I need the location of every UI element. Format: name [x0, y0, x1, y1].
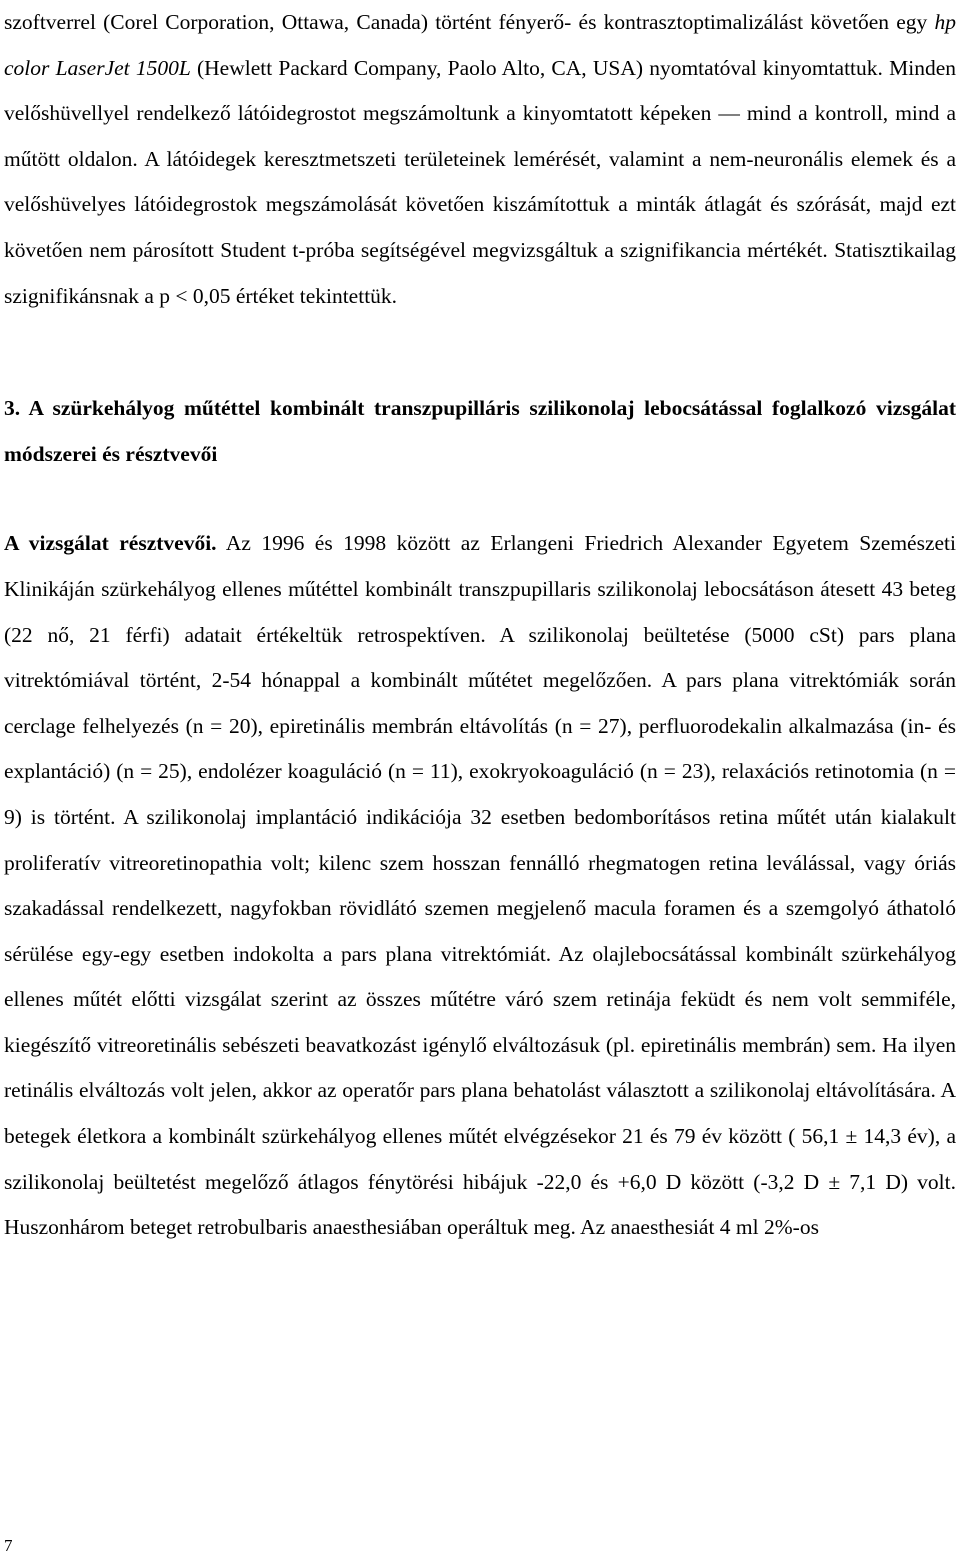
methods-paragraph-imaging: [4, 0, 956, 319]
section-heading-wrapper: [4, 386, 956, 477]
document-page: [4, 0, 956, 1251]
page-number: 7: [4, 1536, 13, 1555]
participants-paragraph-wrapper: [4, 521, 956, 1251]
paragraph-text-part-b: (Hewlett Packard Company, Paolo Alto, CA, USA) nyomtatóval kinyomtattuk. Minden velőshüvellyel rendelkező látóidegrostot megszámoltunk a kinyomtatott képeken — mind a kontroll, mind a műtött oldalon. A látóidegek keresztmetszeti területeinek lemérését, valamint a nem-neuronális elemek és a velőshüvelyes látóidegrostok megszámolását követően kiszámítottuk a minták átlagát és szórását, majd ezt követően nem párosított Student t-próba segítségével megvizsgáltuk a szignifikancia mértékét. Statisztikailag szignifikánsnak a p < 0,05 értéket tekintettük.: [4, 55, 956, 308]
participants-paragraph-text: Az 1996 és 1998 között az Erlangeni Friedrich Alexander Egyetem Szemészeti Klinikáján szürkehályog ellenes műtéttel kombinált transzpupillaris szilikonolaj lebocsátáson átesett 43 beteg (22 nő, 21 férfi) adatait értékeltük retrospektíven. A szilikonolaj beültetése (5000 cSt) pars plana vitrektómiával történt, 2-54 hónappal a kombinált műtétet megelőzően. A pars plana vitrektómiák során cerclage felhelyezés (n = 20), epiretinális membrán eltávolítás (n = 27), perfluorodekalin alkalmazása (in- és explantáció) (n = 25), endolézer koaguláció (n = 11), exokryokoaguláció (n = 23), relaxációs retinotomia (n = 9) is történt. A szilikonolaj implantáció indikációja 32 esetben bedomborításos retina műtét után kialakult proliferatív vitreoretinopathia volt; kilenc szem hosszan fennálló rhegmatogen retina leválással, vagy óriás szakadással rendelkezett, nagyfokban rövidlátó szemen megjelenő macula foramen és a szemgolyó áthatoló sérülése egy-egy esetben indokolta a pars plana vitrektómiát. Az olajlebocsátással kombinált szürkehályog ellenes műtét előtti vizsgálat szerint az összes műtétre váró szem retinája feküdt és nem volt semmiféle, kiegészítő vitreoretinális sebészeti beavatkozást igénylő elváltozásuk (pl. epiretinális membrán) sem. Ha ilyen retinális elváltozás volt jelen, akkor az operatőr pars plana behatolást választott a szilikonolaj eltávolítására. A betegek életkora a kombinált szürkehályog ellenes műtét elvégzésekor 21 és 79 év között ( 56,1 ± 14,3 év), a szilikonolaj beültetést megelőző átlagos fénytörési hibájuk -22,0 és +6,0 D között (-3,2 D ± 7,1 D) volt. Huszonhárom beteget retrobulbaris anaesthesiában operáltuk meg. Az anaesthesiát 4 ml 2%-os: [4, 531, 956, 1240]
participants-runin-heading: A vizsgálat résztvevői.: [4, 531, 217, 556]
printer-model-italic: hp color LaserJet 1500L: [4, 10, 956, 80]
paragraph-text-part-a: szoftverrel (Corel Corporation, Ottawa, Canada) történt fényerő- és kontrasztoptimalizálást követően egy: [4, 10, 935, 34]
section-heading: 3. A szürkehályog műtéttel kombinált transzpupilláris szilikonolaj lebocsátással foglalkozó vizsgálat módszerei és résztvevői: [4, 396, 956, 466]
participants-paragraph: [4, 521, 956, 1251]
